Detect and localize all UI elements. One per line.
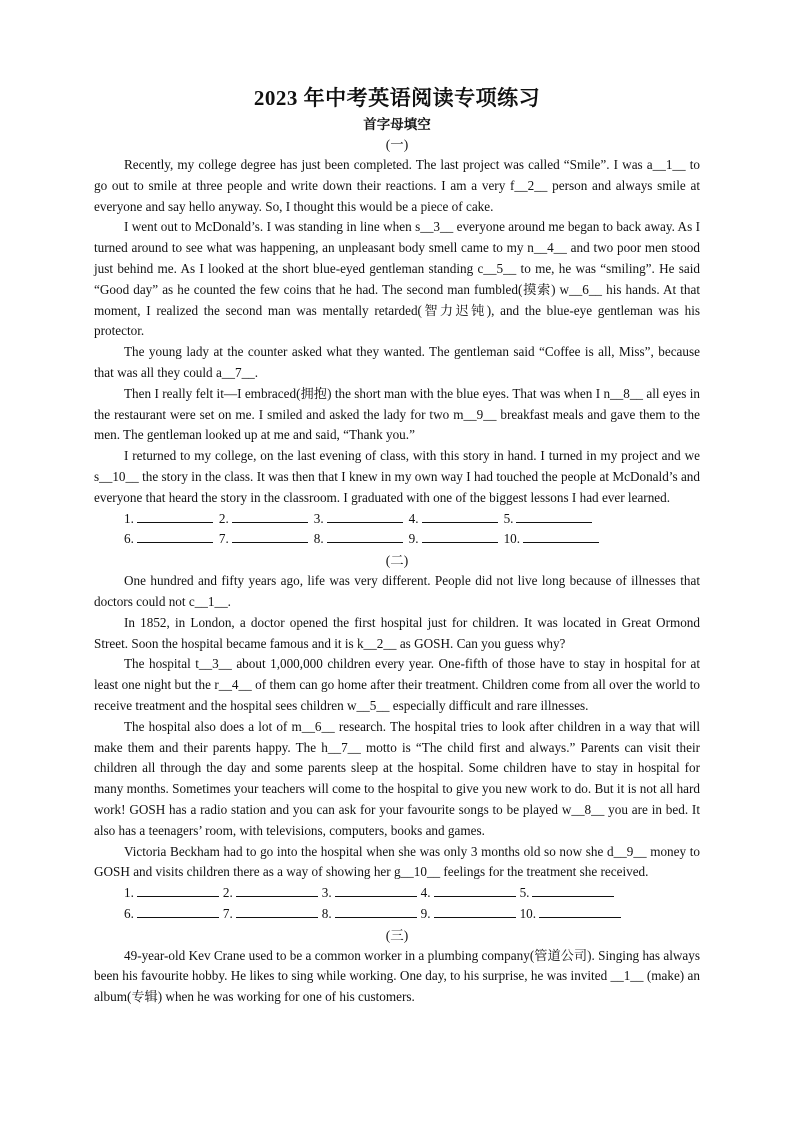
answer-number: 9. bbox=[420, 905, 431, 921]
passage-paragraph: Recently, my college degree has just been completed. The last project was called “Smile”. I was a__1__ to go out to smile at three people and write down their reactions. I am a very f__2__ person and always smile at everyone and say hello anyway. So, I thought this would be a piece of cake. bbox=[94, 157, 700, 214]
answer-row bbox=[94, 883, 700, 904]
passage-paragraph: The young lady at the counter asked what they wanted. The gentleman said “Coffee is all, Miss”, because that was all they could a__7__. bbox=[94, 344, 700, 380]
answer-blank-line[interactable] bbox=[327, 529, 403, 543]
answer-slot bbox=[520, 904, 621, 925]
section-heading: (三) bbox=[385, 927, 409, 943]
worksheet-page bbox=[94, 84, 700, 1008]
answer-blank-line[interactable] bbox=[422, 509, 498, 523]
answer-number: 9. bbox=[408, 531, 419, 547]
passage-paragraph: 49-year-old Kev Crane used to be a common worker in a plumbing company(管道公司). Singing has always been his favourite hobby. He likes to sing while working. One day, to his surprise, he was invited __1__ (make) an album(专辑) when he was working for one of his customers. bbox=[94, 947, 700, 1005]
answer-number: 6. bbox=[124, 905, 134, 921]
answer-number: 5. bbox=[519, 885, 530, 901]
answer-blank-line[interactable] bbox=[137, 529, 213, 543]
answer-row bbox=[94, 529, 700, 550]
answer-blank-line[interactable] bbox=[232, 529, 308, 543]
answer-blank-line[interactable] bbox=[516, 509, 592, 523]
answer-number: 4. bbox=[408, 510, 419, 526]
passage-paragraph: In 1852, in London, a doctor opened the first hospital just for children. It was located in Great Ormond Street. Soon the hospital became famous and it is k__2__ as GOSH. Can you guess why? bbox=[94, 614, 700, 651]
passage-paragraph: One hundred and fifty years ago, life was very different. People did not live long because of illnesses that doctors could not c__1__. bbox=[94, 573, 700, 609]
answer-number: 2. bbox=[218, 510, 229, 526]
answer-slot bbox=[314, 529, 403, 550]
passage-section-2 bbox=[94, 550, 700, 925]
sections-container bbox=[94, 134, 700, 1008]
page-title: 2023 年中考英语阅读专项练习 bbox=[253, 86, 541, 110]
answer-slot bbox=[421, 883, 516, 904]
answer-slot bbox=[223, 883, 318, 904]
answer-slot bbox=[409, 509, 498, 530]
answer-number: 4. bbox=[420, 885, 431, 901]
answer-slot bbox=[409, 529, 498, 550]
answer-slot bbox=[223, 904, 318, 925]
answer-blank-line[interactable] bbox=[434, 883, 516, 897]
passage-section-3 bbox=[94, 925, 700, 1008]
answer-slot bbox=[124, 509, 213, 530]
answer-number: 10. bbox=[503, 531, 521, 547]
answer-row bbox=[94, 509, 700, 530]
answer-slot bbox=[520, 883, 615, 904]
answer-number: 1. bbox=[124, 510, 134, 526]
answer-slot bbox=[421, 904, 516, 925]
passage-paragraph: I went out to McDonald’s. I was standing in line when s__3__ everyone around me began to back away. As I turned around to see what was happening, an unpleasant body smell came to my n__4__ and two poor men stood just behind me. As I looked at the short blue-eyed gentleman standing c__5__ to me, he was “smiling”. He said “Good day” as he counted the few coins that he had. The second man fumbled(摸索) w__6__ his hands. At that moment, I realized the second man was mentally retarded(智力迟钝), and the blue-eye gentleman was his protector. bbox=[94, 219, 700, 339]
answer-number: 2. bbox=[222, 885, 233, 901]
answer-slot bbox=[219, 529, 308, 550]
answer-blank-line[interactable] bbox=[137, 883, 219, 897]
passage-paragraph: The hospital t__3__ about 1,000,000 children every year. One-fifth of those have to stay in hospital for at least one night but the r__4__ of them can go home after their treatment. Children come from all over the world to receive treatment and the hospital sees children w__5__ especially difficult and rare illnesses. bbox=[94, 656, 700, 713]
answer-row bbox=[94, 904, 700, 925]
page-subtitle: 首字母填空 bbox=[363, 117, 431, 132]
answer-slot bbox=[219, 509, 308, 530]
answer-slot bbox=[314, 509, 403, 530]
answer-blank-line[interactable] bbox=[236, 904, 318, 918]
answer-slot bbox=[322, 904, 417, 925]
answer-number: 8. bbox=[313, 531, 324, 547]
answer-blank-line[interactable] bbox=[232, 509, 308, 523]
answer-number: 10. bbox=[519, 905, 537, 921]
answer-number: 3. bbox=[321, 885, 332, 901]
answer-blank-line[interactable] bbox=[539, 904, 621, 918]
answer-slot bbox=[322, 883, 417, 904]
answer-blank-line[interactable] bbox=[335, 883, 417, 897]
answer-slot bbox=[504, 509, 593, 530]
answer-number: 6. bbox=[124, 531, 134, 547]
answer-blank-line[interactable] bbox=[137, 509, 213, 523]
answer-blank-line[interactable] bbox=[236, 883, 318, 897]
answer-blank-line[interactable] bbox=[335, 904, 417, 918]
answer-slot bbox=[124, 529, 213, 550]
answer-slot bbox=[124, 904, 219, 925]
passage-paragraph: Then I really felt it—I embraced(拥抱) the short man with the blue eyes. That was when I n__8__ all eyes in the restaurant were set on me. I smiled and asked the lady for two m__9__ breakfast meals and gave them to the men. The gentleman looked up at me and said, “Thank you.” bbox=[94, 385, 700, 443]
answer-blank-line[interactable] bbox=[523, 529, 599, 543]
answer-number: 1. bbox=[124, 885, 134, 901]
answer-blank-line[interactable] bbox=[434, 904, 516, 918]
section-heading: (一) bbox=[385, 137, 409, 152]
answer-number: 3. bbox=[313, 510, 324, 526]
answer-slot bbox=[504, 529, 599, 550]
section-heading: (二) bbox=[385, 553, 409, 569]
answer-number: 8. bbox=[321, 905, 332, 921]
passage-paragraph: Victoria Beckham had to go into the hospital when she was only 3 months old so now she d__9__ money to GOSH and visits children there as a way of showing her g__10__ feelings for the treatment she received. bbox=[94, 843, 700, 880]
answer-number: 7. bbox=[222, 905, 233, 921]
answer-slot bbox=[124, 883, 219, 904]
answer-blank-line[interactable] bbox=[422, 529, 498, 543]
passage-paragraph: The hospital also does a lot of m__6__ research. The hospital tries to look after children in a way that will make them and their parents happy. The h__7__ motto is “The child first and always.” Parents can visit their children all through the day and some parents sleep at the hospital. Some children have to stay in hospital for many months. Sometimes your teachers will come to the hospital to give you new work to do. But it is not all hard work! GOSH has a radio station and you can ask for your favourite songs to be played w__8__ you are in bed. It also has a teenagers’ room, with televisions, computers, books and games. bbox=[94, 718, 700, 838]
answer-number: 7. bbox=[218, 531, 229, 547]
answer-blank-line[interactable] bbox=[532, 883, 614, 897]
answer-blank-line[interactable] bbox=[137, 904, 219, 918]
passage-paragraph: I returned to my college, on the last evening of class, with this story in hand. I turned in my project and we s__10__ the story in the class. It was then that I knew in my own way I had touched the people at McDonald’s and everyone that heard the story in the classroom. I graduated with one of the biggest lessons I had ever learned. bbox=[94, 448, 700, 505]
passage-section-1 bbox=[94, 134, 700, 550]
answer-number: 5. bbox=[503, 510, 514, 526]
answer-blank-line[interactable] bbox=[327, 509, 403, 523]
